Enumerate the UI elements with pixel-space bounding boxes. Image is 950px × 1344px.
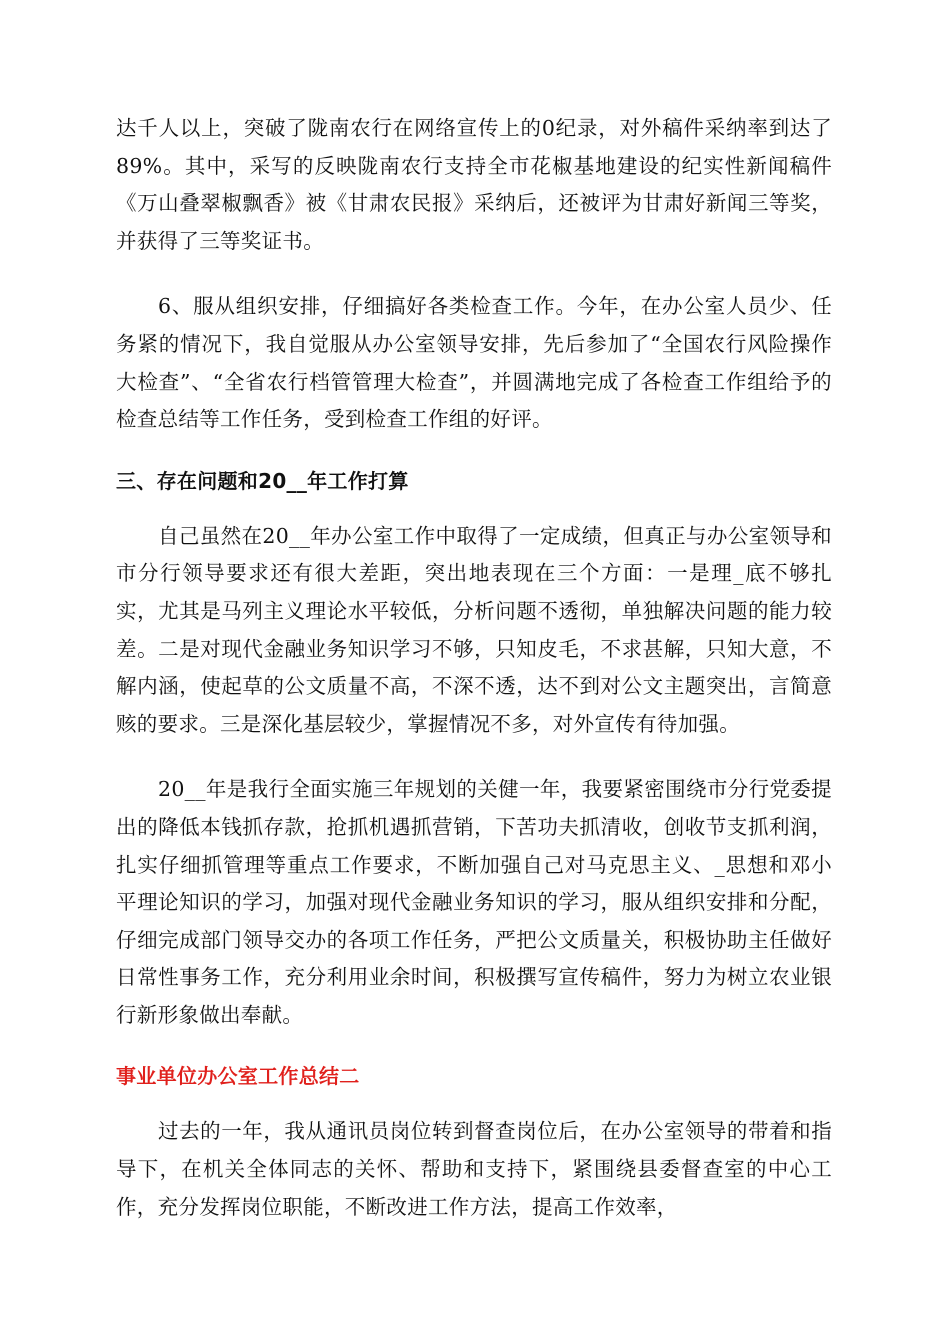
paragraph-inspection-work: 6、服从组织安排，仔细搞好各类检查工作。今年，在办公室人员少、任务紧的情况下，我自觉服从办公室领导安排，先后参加了“全国农行风险操作大检查”、“全省农行档管管理大检查”，并圆满地完成了各检查工作组给予的检查总结等工作任务，受到检查工作组的好评。 xyxy=(116,294,832,432)
paragraph-summary-two-intro: 过去的一年，我从通讯员岗位转到督查岗位后，在办公室领导的带着和指导下，在机关全体同志的关怀、帮助和支持下，紧围绕县委督查室的中心工作，充分发挥岗位职能，不断改进工作方法，提高工作效率， xyxy=(116,1119,832,1219)
section-heading-problems-plans: 三、存在问题和20__年工作打算 xyxy=(116,468,409,493)
paragraph-continuation: 达千人以上，突破了陇南农行在网络宣传上的0纪录，对外稿件采纳率到达了89%。其中，采写的反映陇南农行支持全市花椒基地建设的纪实性新闻稿件《万山叠翠椒飘香》被《甘肃农民报》采纳后，还被评为甘肃好新闻三等奖，并获得了三等奖证书。 xyxy=(116,116,832,253)
paragraph-next-year-plan: 20__年是我行全面实施三年规划的关健一年，我要紧密围绕市分行党委提出的降低本钱抓存款，抢抓机遇抓营销，下苦功夫抓清收，创收节支抓利润，扎实仔细抓管理等重点工作要求，不断加强自己对马克思主义、_思想和邓小平理论知识的学习，加强对现代金融业务知识的学习，服从组织安排和分配，仔细完成部门领导交办的各项工作任务，严把公文质量关，积极协助主任做好日常性事务工作，充分利用业余时间，积极撰写宣传稿件，努力为树立农业银行新形象做出奉献。 xyxy=(116,777,832,1027)
document-body xyxy=(116,110,832,1226)
section-heading-summary-two: 事业单位办公室工作总结二 xyxy=(116,1064,360,1089)
paragraph-shortcomings: 自己虽然在20__年办公室工作中取得了一定成绩，但真正与办公室领导和市分行领导要求还有很大差距，突出地表现在三个方面：一是理_底不够扎实，尤其是马列主义理论水平较低，分析问题不透彻，单独解决问题的能力较差。二是对现代金融业务知识学习不够，只知皮毛，不求甚解，只知大意，不解内涵，使起草的公文质量不高，不深不透，达不到对公文主题突出，言简意赅的要求。三是深化基层较少，掌握情况不多，对外宣传有待加强。 xyxy=(116,523,832,736)
